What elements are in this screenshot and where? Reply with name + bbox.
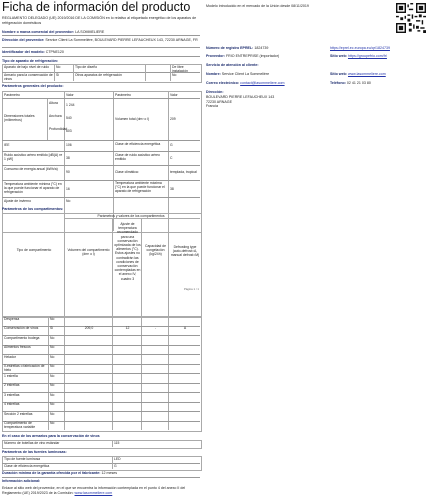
type-r0-c2: Tipo de diseño (75, 65, 98, 69)
customer-service-heading: Servicio de atención al cliente: (206, 63, 259, 67)
cs-website-label: Sitio web: (330, 72, 347, 76)
guarantee-label: Duración mínima de la garantía ofrecida por el fabricante: (2, 471, 101, 475)
cs-address-line2: 72230 ARNAGE (206, 99, 232, 104)
type-heading: Tipo de aparato de refrigeración: (2, 59, 59, 63)
dim-height-value: 1 244 (66, 103, 75, 107)
param-r1-c0: Ruido acústico aéreo emitido [dB(A) re 1 pW] (4, 153, 63, 162)
type-r1-c0: Armario para la conservación de vinos (4, 73, 53, 82)
provider-label: Proveedor: (206, 54, 225, 58)
comp-header-temp: Ajuste de temperatura recomendado para una conservación optimizada de los alimentos (°C). Estos ajustes no contradirán las condiciones de conservación contempladas en el anexo IV, cuadro 3 (114, 222, 141, 281)
email-label: Correo electrónico: (206, 81, 240, 85)
param-r4-c0: Ajuste de invierno (4, 199, 31, 203)
compartment-cell: No (50, 402, 55, 407)
params-header-1: Valor (66, 93, 74, 97)
cs-address-line1: BOULEVARD PIERRE LEFAUCHEUX 143 (206, 95, 275, 99)
compartment-cell: 0-estrellas o fabricación de hielo (4, 364, 45, 373)
cs-name-label: Nombre: (206, 72, 221, 76)
dim-width-value: 540 (66, 116, 72, 120)
compartment-cell: Sección 2 estrellas (4, 411, 33, 416)
type-r0-c3: De libre instalación (172, 65, 189, 74)
compartment-cell: 209,0 (84, 326, 94, 331)
volume-value: 209 (170, 117, 176, 121)
dim-width-label: Anchura (49, 114, 62, 118)
additional-text (2, 486, 200, 495)
params-header-2: Parámetro (115, 93, 131, 97)
compartments-heading: Parámetros de los compartimentos: (2, 207, 64, 211)
eprel-label: Número de registro EPREL: (206, 46, 254, 50)
wine-heading: En el caso de los armarios para la conservación de vinos (2, 434, 100, 438)
type-r0-c1: No (56, 65, 61, 69)
compartment-cell: 12 (125, 326, 130, 331)
wine-bottles-value: 115 (114, 441, 120, 445)
dims-label: Dimensiones totales (milímetros) (4, 114, 35, 123)
param-r4-c1: No (66, 199, 71, 203)
dim-depth-value: 603 (66, 129, 72, 133)
compartment-cell: No (50, 316, 55, 321)
dim-depth-label: Profundidad (49, 127, 68, 131)
cs-website-link[interactable]: www.lasommeliere.com (347, 72, 386, 76)
compartment-cell: A (183, 326, 187, 331)
phone-label: Teléfono: (330, 81, 346, 85)
param-r2-c0: Consumo de energía anual (kWh/a) (4, 167, 58, 171)
param-r1-c3: C (170, 156, 173, 160)
compartment-cell: - (154, 326, 157, 331)
supplier-name-value: LA SOMMELIERE (75, 30, 105, 34)
qr-code-icon[interactable] (396, 3, 426, 33)
dim-height-label: Altura (49, 101, 58, 105)
compartment-cell: Compartimento de temperatura variable (4, 421, 36, 430)
phone-value: 02 41 21 03 80 (346, 81, 371, 85)
params-heading: Parámetros generales del producto: (2, 84, 64, 88)
param-r3-c3: 38 (170, 187, 174, 191)
website-label: Sitio web: (330, 54, 347, 58)
supplier-address-value: Service Client La Sommelière, BOULEVARD PIERRE LEFAUCHEUX 143, 72230 ARNAGE, FR (45, 38, 198, 42)
supplier-name-label: Nombre o marca comercial del proveedor: (2, 30, 75, 34)
model-market-info: Modelo introducido en el mercado de la Unión desde 08/11/2019 (206, 4, 309, 8)
compartment-cell: Helador (4, 354, 16, 359)
compartment-cell: Alimentos frescos (4, 345, 31, 350)
cs-name-value: Service Client La Sommelière (221, 72, 270, 76)
model-label: Identificador del modelo: (2, 50, 45, 54)
compartment-cell: Conservación de vinos (4, 326, 39, 331)
param-r0-c3: G (170, 143, 173, 147)
compartment-cell: 2 estrellas (4, 383, 20, 388)
page-title: Ficha de información del producto (2, 0, 191, 14)
cs-address-line3: Francia (206, 104, 218, 108)
comp-header-capacity: Capacidad de congelación (kg/24h) (145, 244, 166, 257)
compartment-cell: Compartimento bodega (4, 335, 40, 340)
compartment-cell: Despensa (4, 316, 20, 321)
cs-address-label: Dirección: (206, 90, 224, 94)
comp-header-defrost: Defrosting type (auto-defrost=A, manual defrost=M) (170, 245, 200, 258)
param-r1-c2: Clase de ruido acústico aéreo emitido (115, 153, 160, 162)
additional-text-body: Enlace al sitio web del proveedor, en el que se encuentra la información contemplada en el punto 4 del anexo II del Reglamento (UE) 2019/2023 de la Comisión: (2, 486, 186, 495)
light-type-label: Tipo de fuente luminosa (4, 457, 41, 461)
compartment-cell: No (50, 345, 55, 350)
regulation-text: REGLAMENTO DELEGADO (UE) 2019/2016 DE LA COMISIÓN en lo relativo al etiquetado energético de los aparatos de refrigeración domésticos (2, 16, 197, 25)
provider-value: FRIO ENTREPRISE (importador) (225, 54, 280, 58)
model-value: CTPNE120 (45, 50, 64, 54)
compartment-cell: No (50, 421, 55, 426)
page-number: Página 1 / 1 (184, 287, 199, 291)
comp-header-type: Tipo de compartimento (16, 248, 52, 252)
type-r1-c3: No (172, 73, 177, 77)
compartments-header-table (2, 213, 202, 318)
guarantee-value: 12 meses (101, 471, 118, 475)
type-r0-c0: Aparato de bajo nivel de ruido (4, 65, 50, 69)
compartment-cell: 4 estrellas (4, 402, 20, 407)
light-type-value: LED (114, 457, 121, 461)
type-r1-c1: Sí (56, 73, 60, 77)
params-header-3: Valor (170, 93, 178, 97)
light-heading: Parámetros de las fuentes luminosas: (2, 450, 67, 454)
type-r1-c2: Otros aparatos de refrigeración (75, 73, 122, 77)
comp-values-heading: Parámetros y valores de los compartimentos (97, 214, 165, 218)
compartment-cell: 1 estrella (4, 373, 18, 378)
param-r3-c0: Temperatura ambiente mínima (°C) en la que puede funcionar el aparato de refrigeración (4, 182, 62, 195)
compartment-cell: No (50, 392, 55, 397)
compartment-cell: No (50, 335, 55, 340)
param-r0-c1: 106 (66, 143, 72, 147)
compartment-cell: No (50, 364, 55, 369)
eprel-value: 1824739 (254, 46, 269, 50)
volume-label: Volumen total (dm³ o l) (115, 117, 150, 121)
light-class-value: G (114, 463, 117, 468)
compartment-cell: No (50, 354, 55, 359)
additional-link[interactable]: www.lasommeliere.com (74, 490, 113, 495)
param-r0-c0: IEE (4, 143, 10, 147)
param-r2-c1: 90 (66, 170, 70, 174)
wine-bottles-label: Número de botellas de vino estándar (4, 441, 60, 445)
email-link[interactable]: contact@lasommeliere.com (240, 81, 285, 85)
light-class-label: Clase de eficiencia energética (4, 463, 50, 468)
params-table (2, 91, 202, 233)
param-r3-c1: 16 (66, 187, 70, 191)
param-r2-c2: Clase climática: (115, 170, 139, 174)
param-r0-c2: Clase de eficiencia energética (115, 142, 161, 146)
supplier-address-label: Dirección del proveedor: (2, 38, 45, 42)
compartment-cell: No (50, 373, 55, 378)
website-link[interactable]: https://groupefrio.com/fr/ (347, 54, 387, 58)
params-header-0: Parámetro (4, 93, 20, 97)
compartment-cell: No (50, 411, 55, 416)
compartment-cell: 3 estrellas (4, 392, 20, 397)
param-r1-c1: 38 (66, 156, 70, 160)
param-r3-c2: Temperatura ambiente máxima (°C) en la que puede funcionar el aparato de refrigeración (115, 181, 165, 194)
compartment-cell: No (50, 383, 55, 388)
compartment-cell: Sí (50, 326, 54, 331)
eprel-link[interactable]: https://eprel.ec.europa.eu/qr/1824739 (330, 46, 390, 50)
param-r2-c3: templada, tropical (170, 170, 197, 174)
additional-heading: Información adicional: (2, 479, 41, 483)
comp-header-volume: Volumen del compartimento (dm³ o l) (67, 248, 110, 257)
